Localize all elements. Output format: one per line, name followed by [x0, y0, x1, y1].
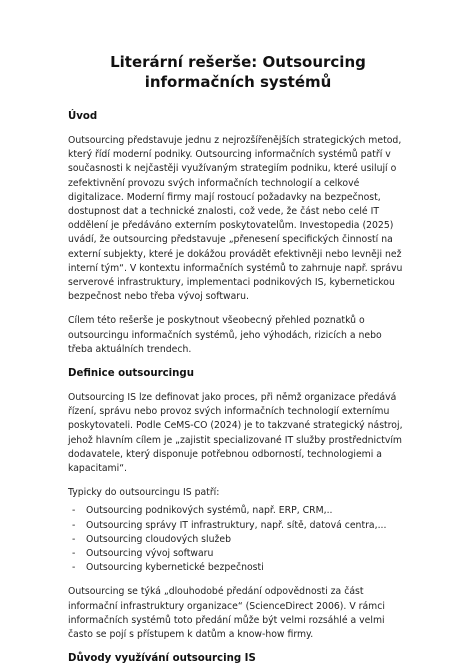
bullet-icon: - — [72, 562, 76, 574]
list-item-text: Outsourcing podnikových systémů, např. ERP, CRM,.. — [86, 505, 333, 517]
paragraph-uvod-2: Cílem této rešerše je poskytnout všeobecný přehled poznatků o outsourcingu informačních systémů, jeho výhodách, rizicích a nebo třeba aktuálních trendech. — [68, 315, 382, 355]
bullet-icon: - — [72, 548, 76, 560]
list-item — [68, 533, 408, 547]
list-intro: Typicky do outsourcingu IS patří: — [68, 487, 220, 499]
bullet-icon: - — [72, 505, 76, 517]
section-heading-uvod: Úvod — [68, 111, 98, 122]
bullet-icon: - — [72, 533, 76, 545]
outsourcing-types-list — [68, 504, 408, 575]
list-item-text: Outsourcing kybernetické bezpečnosti — [86, 562, 264, 574]
document-title: Literární rešerše: Outsourcing informačních systémů — [110, 53, 366, 91]
list-item-text: Outsourcing cloudových služeb — [86, 533, 231, 545]
list-item — [68, 519, 408, 533]
list-item-text: Outsourcing vývoj softwaru — [86, 548, 214, 560]
section-heading-duvody: Důvody využívání outsourcing IS — [68, 653, 256, 665]
paragraph-definice-2: Outsourcing se týká „dlouhodobé předání odpovědnosti za část informační infrastruktury organizace“ (ScienceDirect 2006). V rámci informačních systémů toto předání může být velmi rozsáhlé a velmi často se pojí s přístupem k datům a know-how firmy. — [68, 586, 385, 641]
bullet-icon: - — [72, 519, 76, 531]
list-item-text: Outsourcing správy IT infrastruktury, např. sítě, datová centra,... — [86, 519, 387, 531]
list-item — [68, 547, 408, 561]
list-item — [68, 504, 408, 518]
list-item — [68, 561, 408, 575]
section-heading-definice: Definice outsourcingu — [68, 368, 194, 380]
paragraph-definice-1: Outsourcing IS lze definovat jako proces, při němž organizace předává řízení, správu nebo provoz svých informačních technologií externímu poskytovateli. Podle CeMS-CO (2024) je to takzvané strategický nástroj, jehož hlavním cílem je „zajistit specializované IT služby prostřednictvím dodavatele, který disponuje potřebnou odborností, technologiemi a kapacitami“. — [68, 392, 403, 475]
paragraph-uvod-1: Outsourcing představuje jednu z nejrozšířenějších strategických metod, který řídí moderní podniky. Outsourcing informačních systémů patří v současnosti k nejčastěji využívaným strategiím podniku, které usilují o zefektivnění provozu svých informačních technologií a celkové digitalizace. Moderní firmy mají rostoucí požadavky na bezpečnost, dostupnost dat a technické znalosti, což vede, že část nebo celé IT oddělení je předáváno externím poskytovatelům. Investopedia (2025) uvádí, že outsourcing představuje „přenesení specifických činností na externí subjekty, které je dokážou provádět efektivněji nebo levněji než interní tým“. V kontextu informačních systémů to zahrnuje např. správu serverové infrastruktury, implementaci podnikových IS, kybernetickou bezpečnost nebo třeba vývoj softwaru. — [68, 135, 403, 303]
